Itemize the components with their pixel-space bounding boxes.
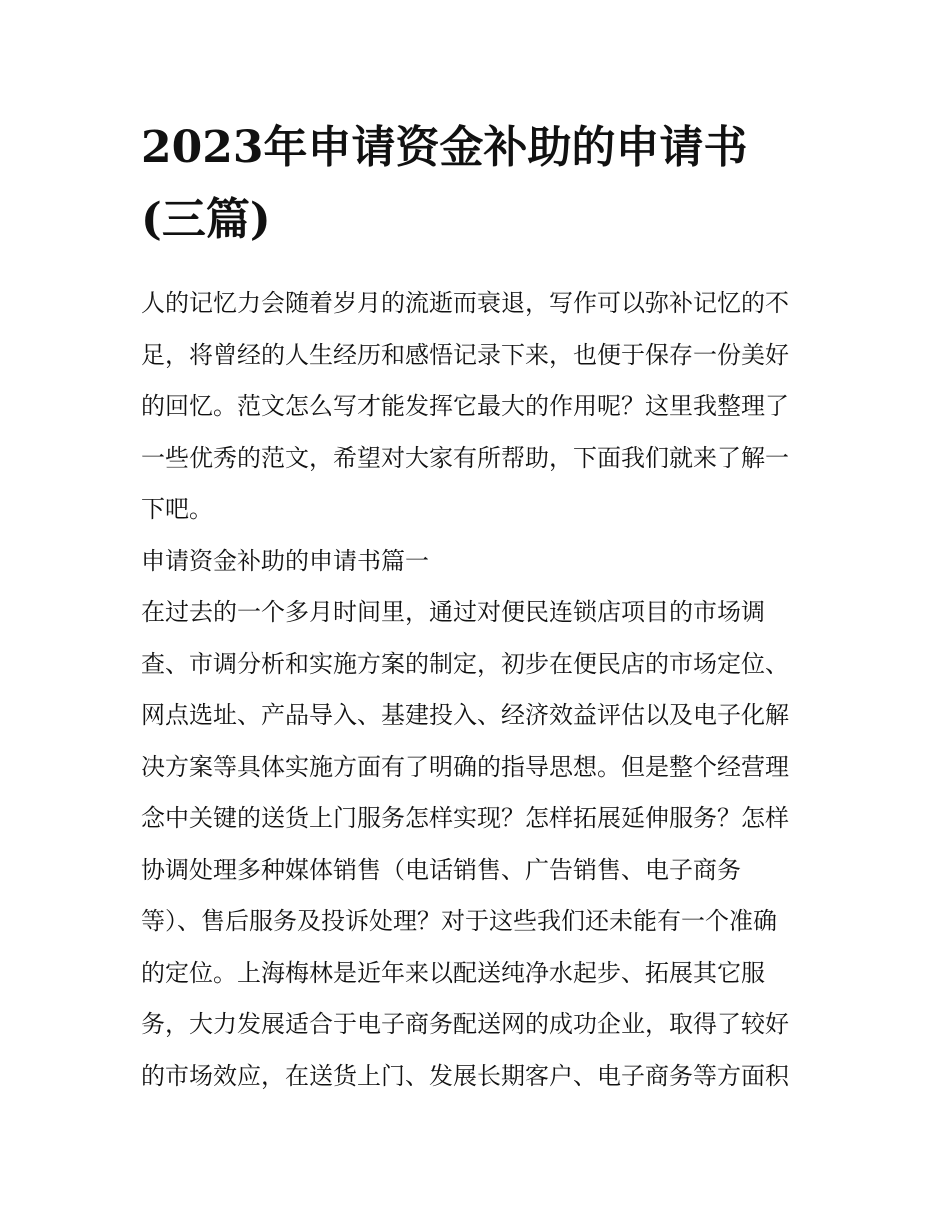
intro-line: 一些优秀的范文，希望对大家有所帮助，下面我们就来了解一 bbox=[141, 443, 789, 472]
section-line: 协调处理多种媒体销售（电话销售、广告销售、电子商务 bbox=[141, 855, 741, 884]
intro-line: 人的记忆力会随着岁月的流逝而衰退，写作可以弥补记忆的不 bbox=[141, 289, 789, 317]
section-heading: 申请资金补助的申请书篇一 bbox=[141, 546, 429, 575]
section-line: 的定位。上海梅林是近年来以配送纯净水起步、拓展其它服 bbox=[141, 958, 765, 987]
section-line: 等）、售后服务及投诉处理？对于这些我们还未能有一个准确 bbox=[141, 907, 777, 935]
document-page bbox=[141, 112, 813, 1102]
section-line: 网点选址、产品导入、基建投入、经济效益评估以及电子化解 bbox=[141, 701, 789, 729]
title-line-2: (三篇) bbox=[141, 194, 271, 245]
section-line: 的市场效应，在送货上门、发展长期客户、电子商务等方面积 bbox=[141, 1061, 789, 1090]
section-line: 务，大力发展适合于电子商务配送网的成功企业，取得了较好 bbox=[141, 1010, 789, 1038]
section-line: 念中关键的送货上门服务怎样实现？怎样拓展延伸服务？怎样 bbox=[141, 804, 789, 832]
intro-line: 的回忆。范文怎么写才能发挥它最大的作用呢？这里我整理了 bbox=[141, 392, 789, 420]
section-line: 决方案等具体实施方面有了明确的指导思想。但是整个经营理 bbox=[141, 752, 789, 781]
document-title bbox=[141, 112, 813, 256]
intro-paragraph bbox=[141, 278, 813, 1102]
title-line-1: 2023年申请资金补助的申请书 bbox=[141, 122, 748, 173]
section-line: 查、市调分析和实施方案的制定，初步在便民店的市场定位、 bbox=[141, 649, 789, 678]
section-line: 在过去的一个多月时间里，通过对便民连锁店项目的市场调 bbox=[141, 598, 765, 626]
intro-line: 足，将曾经的人生经历和感悟记录下来，也便于保存一份美好 bbox=[141, 340, 789, 369]
intro-line: 下吧。 bbox=[141, 495, 213, 523]
